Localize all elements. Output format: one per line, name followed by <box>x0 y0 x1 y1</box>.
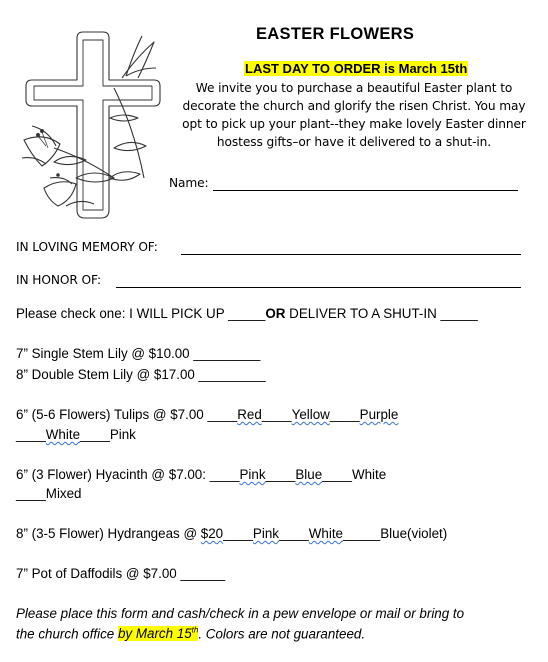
hyacinth-blue: Blue <box>295 467 323 482</box>
intro-line: decorate the church and glorify the risen Christ. You may <box>182 99 526 113</box>
hyacinth-mixed[interactable]: ____Mixed <box>16 486 82 501</box>
pickup-delivery-choice[interactable] <box>16 306 478 321</box>
tulips-pink: ____Pink <box>80 427 136 442</box>
intro-paragraph <box>168 79 540 151</box>
intro-line: opt to pick up your plant--they make lovely Easter dinner <box>182 117 526 131</box>
hydrangea-sep: ____ <box>223 526 253 541</box>
single-lily-option[interactable]: 7” Single Stem Lily @ $10.00 _________ <box>16 346 261 361</box>
tulips-red: Red <box>237 407 262 422</box>
cross-with-lilies-icon <box>14 28 174 224</box>
memory-label: IN LOVING MEMORY OF: <box>16 240 158 254</box>
honor-field[interactable] <box>116 287 521 288</box>
footer-text: . Colors are not guaranteed. <box>198 626 366 642</box>
intro-line: hostess gifts–or have it delivered to a shut-in. <box>216 135 492 149</box>
hydrangea-sep: ____ <box>278 526 309 541</box>
tulips-sep: ____ <box>261 407 292 422</box>
double-lily-option[interactable]: 8” Double Stem Lily @ $17.00 _________ <box>16 367 266 382</box>
tulips-sep: ____ <box>16 427 46 442</box>
hydrangea-option[interactable] <box>16 526 447 541</box>
name-field[interactable] <box>213 190 518 191</box>
hyacinth-option[interactable] <box>16 467 386 482</box>
tulips-sep: ____ <box>329 407 360 422</box>
tulips-yellow: Yellow <box>291 407 330 422</box>
tulips-purple: Purple <box>359 407 399 422</box>
hyacinth-pink: Pink <box>239 467 266 482</box>
name-label: Name: <box>169 176 209 190</box>
hydrangea-price: $20 <box>200 526 224 541</box>
hydrangea-white: White <box>308 526 343 541</box>
check-or: OR <box>265 306 286 321</box>
hydrangea-label: 8” (3-5 Flower) Hydrangeas @ <box>16 526 201 541</box>
footer-text: the church office <box>16 626 118 642</box>
tulips-option[interactable] <box>16 407 398 422</box>
tulips-option-line2[interactable] <box>16 427 136 442</box>
footer-deadline-text: by March 15 <box>117 626 192 642</box>
daffodils-option[interactable]: 7” Pot of Daffodils @ $7.00 ______ <box>16 566 226 581</box>
hydrangea-blue: _____Blue(violet) <box>343 526 448 541</box>
memory-field[interactable] <box>181 254 521 255</box>
footer-line <box>16 626 365 641</box>
hyacinth-sep: ____ <box>265 467 296 482</box>
tulips-white: White <box>45 427 81 442</box>
hyacinth-white: ____White <box>322 467 387 482</box>
page-title: EASTER FLOWERS <box>256 25 415 43</box>
honor-label: IN HONOR OF: <box>16 273 101 287</box>
tulips-label: 6” (5-6 Flowers) Tulips @ $7.00 ____ <box>16 407 238 422</box>
check-prefix: Please check one: I WILL PICK UP _____ <box>16 306 266 321</box>
footer-line: Please place this form and cash/check in a pew envelope or mail or bring to <box>16 606 465 621</box>
hydrangea-pink: Pink <box>252 526 279 541</box>
footer-deadline <box>118 626 198 641</box>
hyacinth-label: 6” (3 Flower) Hyacinth @ $7.00: ____ <box>16 467 240 482</box>
footer-deadline-sup: th <box>191 626 199 635</box>
deadline-banner: LAST DAY TO ORDER is March 15th <box>245 61 468 76</box>
intro-line: We invite you to purchase a beautiful Easter plant to <box>195 81 513 95</box>
check-suffix: DELIVER TO A SHUT-IN _____ <box>285 306 478 321</box>
